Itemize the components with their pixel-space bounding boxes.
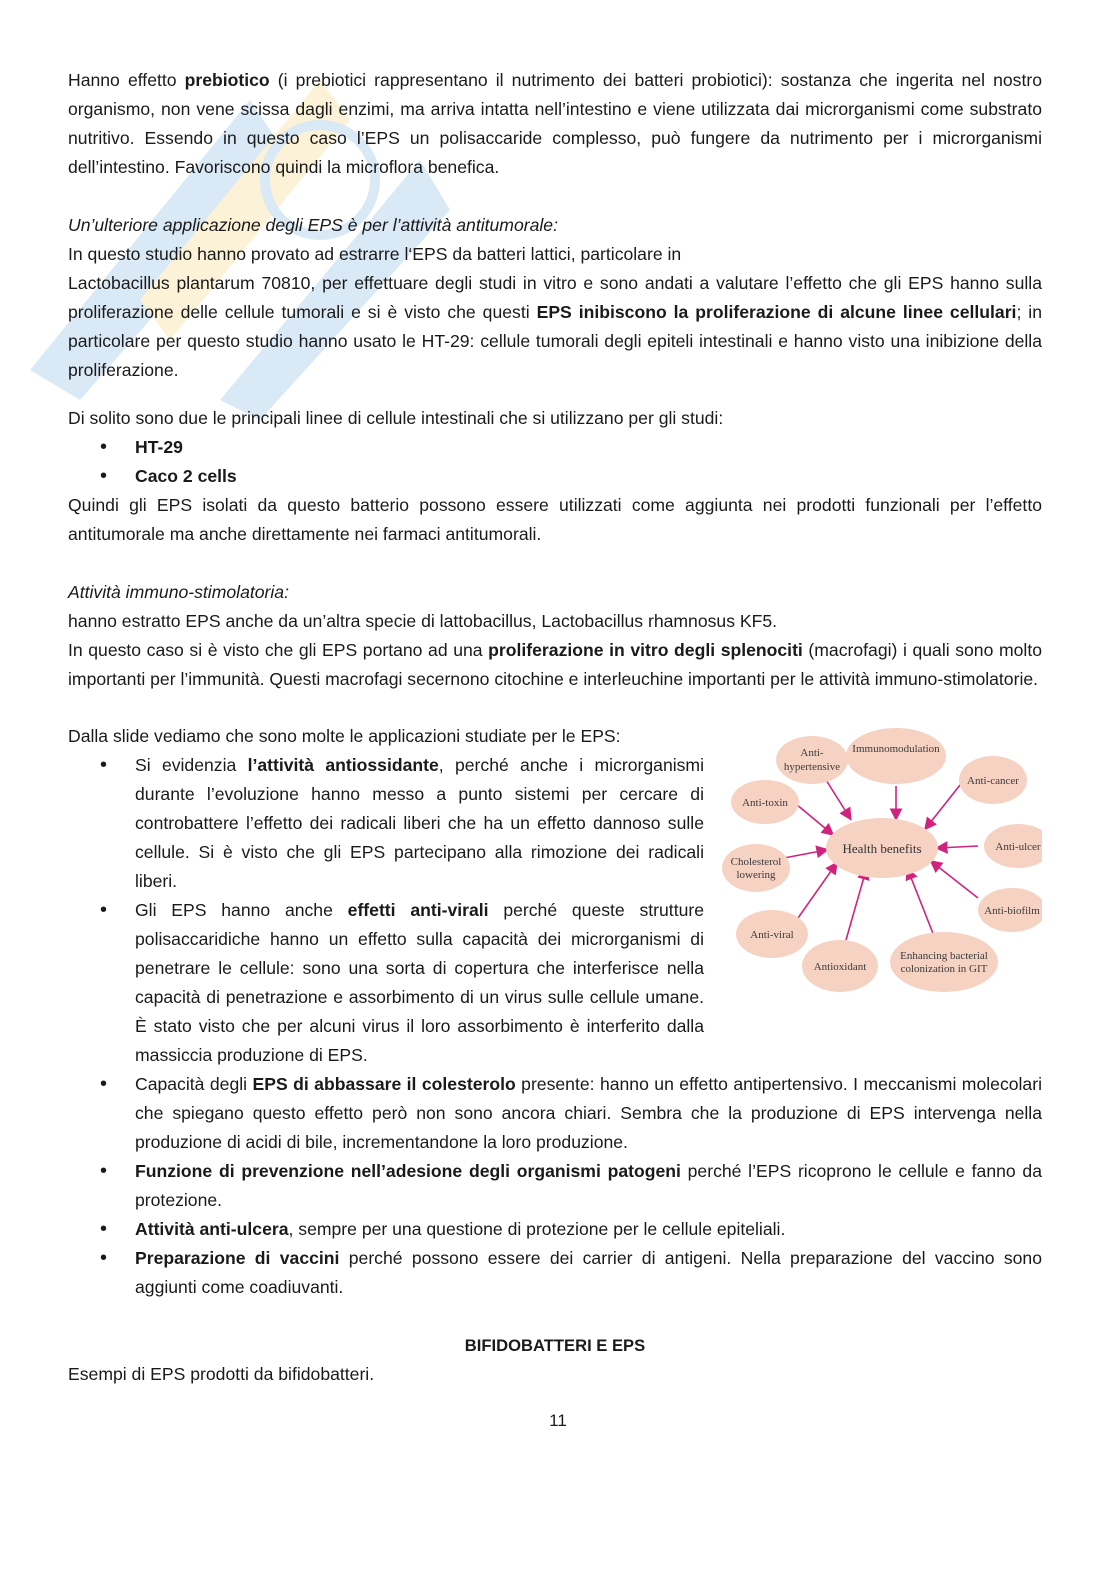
immuno-intro-line: hanno estratto EPS anche da un’altra specie di lattobacillus, Lactobacillus rhamnosus KF5. (68, 611, 778, 631)
prebiotic-paragraph: Hanno effetto prebiotico (i prebiotici rappresentano il nutrimento dei batteri probiotici): sostanza che ingerita nel nostro organismo, non vene scissa dagli enzimi, ma arriva intatta nell’intestino e viene utilizzata dai microrganismi come substrato nutritivo. Essendo in questo caso l’EPS un polisaccaride complesso, può fungere da nutrimento per i microrganismi dell’intestino. Favoriscono quindi la microflora benefica. (68, 70, 1042, 177)
cell-lines-intro: Di solito sono due le principali linee di cellule intestinali che si utilizzano per gli studi: (68, 408, 724, 428)
label-enhancing-2: colonization in GIT (900, 963, 988, 975)
list-item: • Preparazione di vaccini perché possono essere dei carrier di antigeni. Nella preparazione del vaccino sono aggiunti come coadiuvanti. (68, 1244, 1042, 1302)
antitumor-intro-line: In questo studio hanno provato ad estrarre l‘EPS da batteri lattici, particolare in (68, 244, 682, 264)
label-cholesterol-1: Cholesterol (730, 856, 782, 868)
label-antihypertensive-2: hypertensive (783, 761, 841, 773)
list-item: • Caco 2 cells (68, 462, 1042, 491)
list-item: • Gli EPS hanno anche effetti anti-virali perché queste strutture polisaccaridiche hanno un effetto sulla capacità dei microrganismi di penetrare le cellule: sono una sorta di copertura che interferisce nella capacità di penetrazione e assorbimento di un virus sulle cellule umane. È stato visto che per alcuni virus il loro assorbimento è interferito dalla massiccia produzione di EPS. (68, 896, 1042, 1070)
list-item: • Attività anti-ulcera, sempre per una questione di protezione per le cellule epiteliali. (68, 1215, 1042, 1244)
applications-list (68, 751, 1042, 1302)
label-immunomodulation: Immunomodulation (852, 743, 940, 755)
label-antibiofilm: Anti-biofilm (984, 905, 1040, 917)
cell-lines-list (68, 433, 1042, 491)
label-antiviral: Anti-viral (750, 929, 794, 941)
list-item: • Si evidenzia l’attività antiossidante, perché anche i microrganismi durante l’evoluzione hanno messo a punto sistemi per cercare di controbattere l’effetto dei radicali liberi che ha un effetto dannoso sulle cellule. Si è visto che gli EPS partecipano alla rimozione dei radicali liberi. (68, 751, 1042, 896)
antitumor-paragraph: Lactobacillus plantarum 70810, per effettuare degli studi in vitro e sono andati a valutare l’effetto che gli EPS hanno sulla proliferazione delle cellule tumorali e si è visto che questi EPS inibiscono la proliferazione di alcune linee cellulari; in particolare per questo studio hanno usato le HT-29: cellule tumorali degli epiteli intestinali e hanno visto una inibizione della proliferazione. (68, 273, 1042, 380)
label-enhancing-1: Enhancing bacterial (900, 950, 988, 962)
label-antitoxin: Anti-toxin (742, 797, 788, 809)
antitumor-conclusion: Quindi gli EPS isolati da questo batterio possono essere utilizzati come aggiunta nei prodotti funzionali per l’effetto antitumorale ma anche direttamente nei farmaci antitumorali. (68, 495, 1042, 544)
list-item: • Capacità degli EPS di abbassare il colesterolo presente: hanno un effetto antipertensivo. I meccanismi molecolari che spiegano questo effetto però non sono ancora chiari. Sembra che la produzione di EPS intervenga nella produzione di acidi di bile, incrementandone la loro produzione. (68, 1070, 1042, 1157)
antitumor-heading: Un’ulteriore applicazione degli EPS è per l’attività antitumorale: (68, 215, 558, 235)
list-item: • HT-29 (68, 433, 1042, 462)
immuno-heading: Attività immuno-stimolatoria: (68, 582, 289, 602)
label-anticancer: Anti-cancer (967, 775, 1019, 787)
list-item: • Funzione di prevenzione nell’adesione degli organismi patogeni perché l’EPS ricoprono le cellule e fanno da protezione. (68, 1157, 1042, 1215)
page-number: 11 (549, 1411, 567, 1430)
immuno-paragraph: In questo caso si è visto che gli EPS portano ad una proliferazione in vitro degli splenociti (macrofagi) i quali sono molto importanti per l’immunità. Questi macrofagi secernono citochine e interleuchine importanti per le attività immuno-stimolatorie. (68, 640, 1042, 689)
label-antiulcer: Anti-ulcer (995, 841, 1041, 853)
label-antihypertensive-1: Anti- (800, 747, 824, 759)
applications-intro: Dalla slide vediamo che sono molte le applicazioni studiate per le EPS: (68, 726, 621, 746)
document-page (68, 66, 1042, 1389)
bifido-line: Esempi di EPS prodotti da bifidobatteri. (68, 1364, 375, 1384)
label-cholesterol-2: lowering (736, 869, 776, 881)
label-health-benefits: Health benefits (842, 841, 922, 856)
label-antioxidant: Antioxidant (813, 961, 867, 973)
section-heading-bifidobatteri: BIFIDOBATTERI E EPS (464, 1336, 646, 1355)
